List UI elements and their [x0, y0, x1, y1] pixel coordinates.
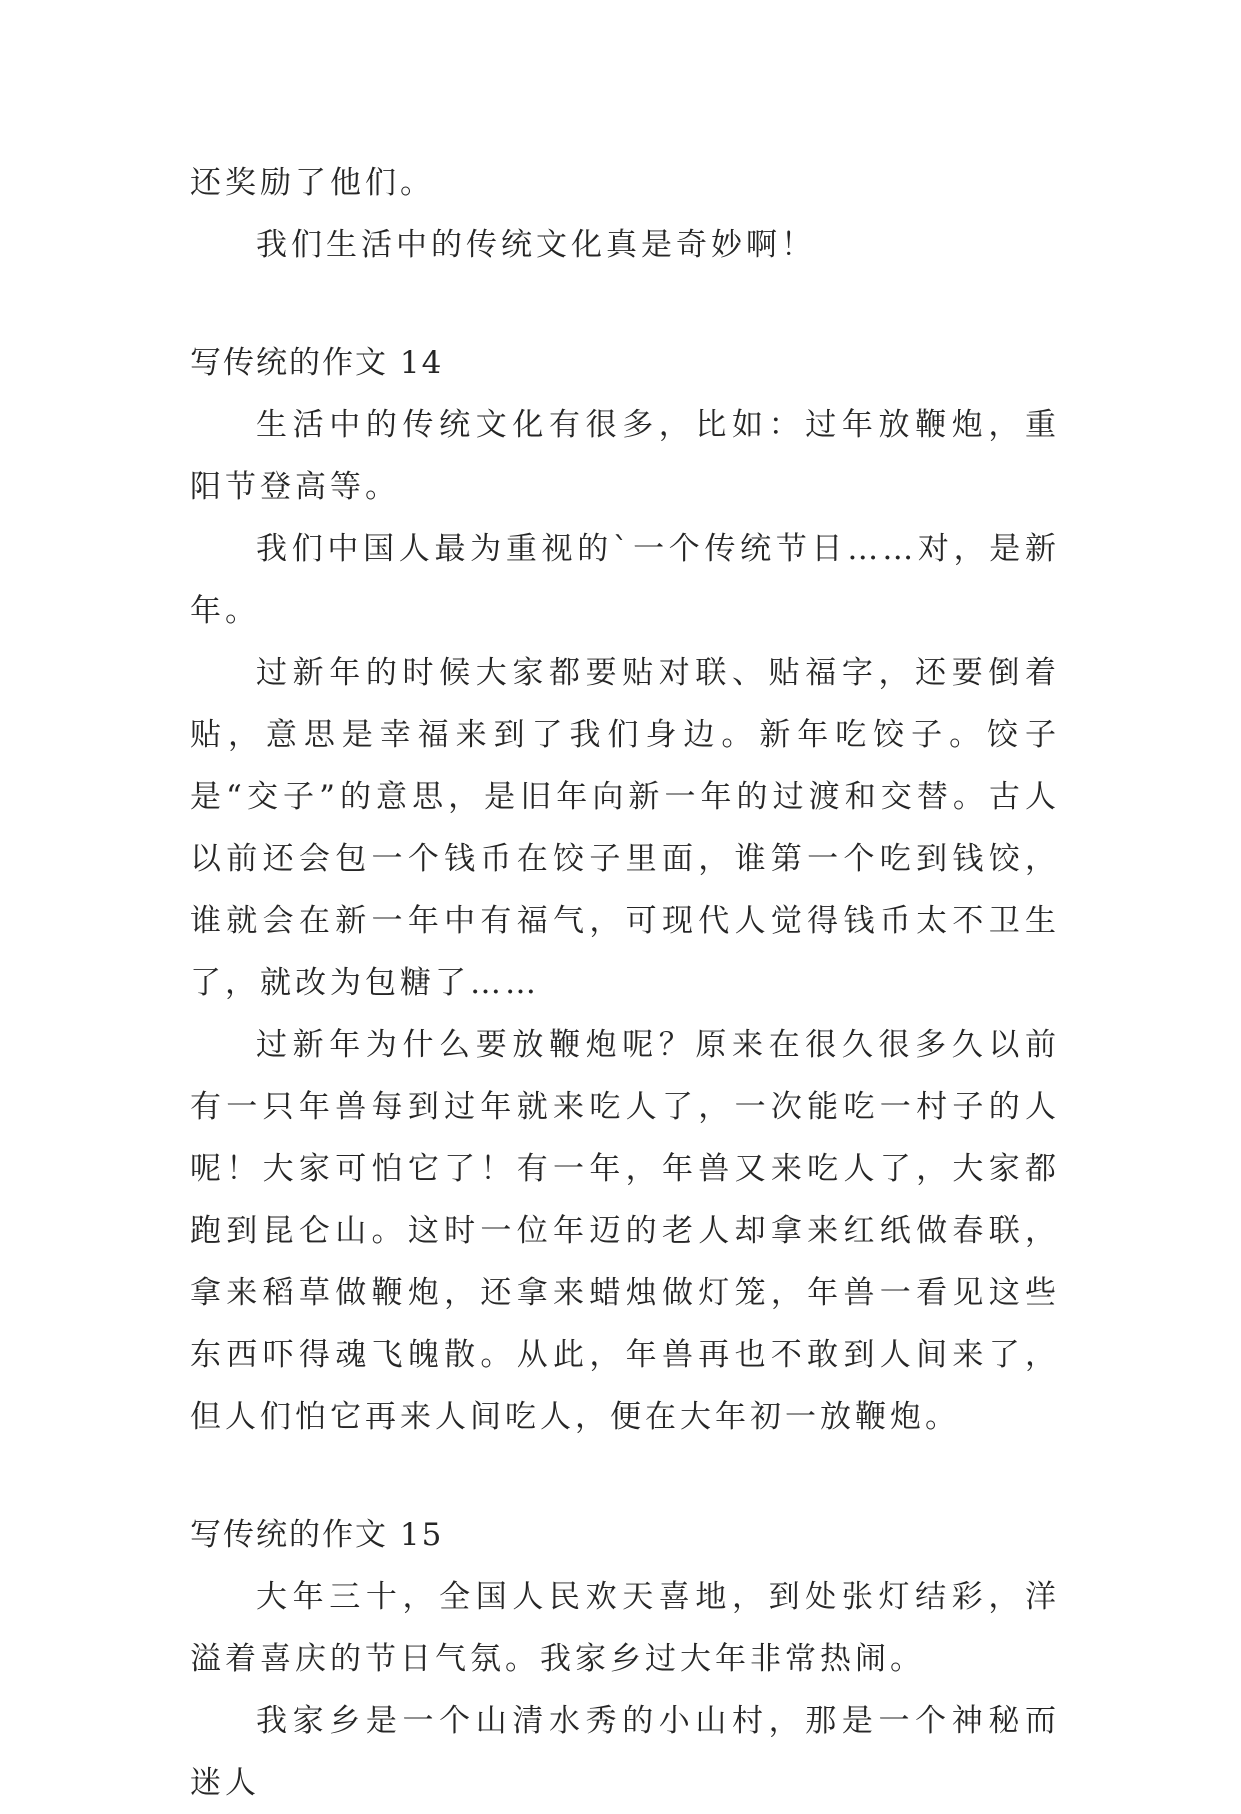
section-title-15: 写传统的作文 15 [190, 1517, 444, 1553]
paragraph: 大年三十，全国人民欢天喜地，到处张灯结彩，洋溢着喜庆的节日气氛。我家乡过大年非常热闹。 [190, 1579, 1060, 1677]
paragraph: 我家乡是一个山清水秀的小山村，那是一个神秘而迷人 [190, 1703, 1060, 1801]
paragraph: 生活中的传统文化有很多，比如：过年放鞭炮，重阳节登高等。 [190, 407, 1060, 505]
paragraph: 过新年为什么要放鞭炮呢？原来在很久很多久以前有一只年兽每到过年就来吃人了，一次能吃一村子的人呢！大家可怕它了！有一年，年兽又来吃人了，大家都跑到昆仑山。这时一位年迈的老人却拿来红纸做春联，拿来稻草做鞭炮，还拿来蜡烛做灯笼，年兽一看见这些东西吓得魂飞魄散。从此，年兽再也不敢到人间来了，但人们怕它再来人间吃人，便在大年初一放鞭炮。 [190, 1027, 1060, 1435]
section-gap [190, 276, 1060, 332]
paragraph: 过新年的时候大家都要贴对联、贴福字，还要倒着贴，意思是幸福来到了我们身边。新年吃饺子。饺子是“交子”的意思，是旧年向新一年的过渡和交替。古人以前还会包一个钱币在饺子里面，谁第一个吃到钱饺，谁就会在新一年中有福气，可现代人觉得钱币太不卫生了，就改为包糖了…… [190, 655, 1060, 1001]
paragraph: 我们生活中的传统文化真是奇妙啊！ [256, 227, 816, 263]
section-title-14: 写传统的作文 14 [190, 345, 444, 381]
document-body [190, 152, 1060, 1814]
section-gap [190, 1448, 1060, 1504]
paragraph-continuation: 还奖励了他们。 [190, 165, 435, 201]
paragraph: 我们中国人最为重视的`一个传统节日……对，是新年。 [190, 531, 1060, 629]
